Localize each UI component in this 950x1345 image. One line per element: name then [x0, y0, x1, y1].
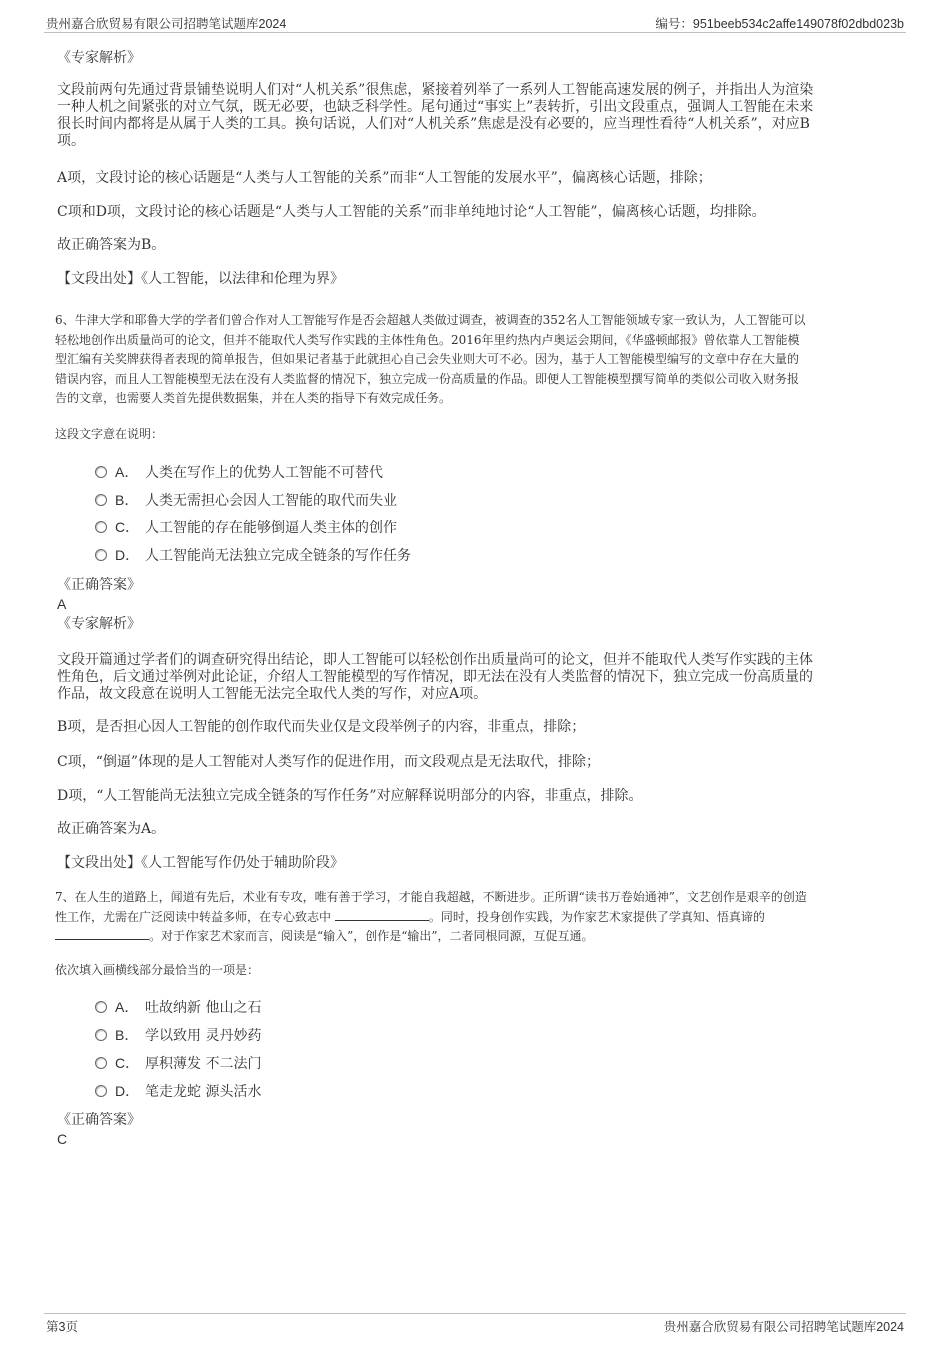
- q6-answer: A: [57, 596, 67, 612]
- radio-button[interactable]: [95, 1057, 107, 1069]
- page-number: 第3页: [46, 1320, 78, 1334]
- header-title: 贵州嘉合欣贸易有限公司招聘笔试题库2024: [46, 17, 287, 31]
- option-letter: D．: [115, 1083, 140, 1099]
- option-letter: B．: [115, 1027, 139, 1043]
- option-letter: A．: [115, 464, 139, 480]
- q5-analysis-line: 一种人机之间紧张的对立气氛，既无必要，也缺乏科学性。尾句通过“事实上”表转折，引出文段重点，强调人工智能在未来: [57, 99, 814, 115]
- q7-passage-line: [55, 927, 895, 947]
- radio-button[interactable]: [95, 1085, 107, 1097]
- option-letter: B．: [115, 492, 139, 508]
- q6-option-a[interactable]: [95, 463, 383, 482]
- q6-passage-line: 错误内容，而且人工智能模型无法在没有人类监督的情况下，独立完成一份高质量的作品。即便人工智能模型撰写简单的类似公司收入财务报: [55, 371, 800, 386]
- option-text: 厚积薄发 不二法门: [145, 1056, 262, 1072]
- q5-conclusion: 故正确答案为B。: [57, 237, 166, 253]
- q7-option-a[interactable]: [95, 998, 261, 1017]
- q6-point-c: C项，“倒逼”体现的是人工智能对人类写作的促进作用，而文段观点是无法取代，排除；: [57, 754, 601, 770]
- option-text: 学以致用 灵丹妙药: [145, 1028, 262, 1044]
- q6-passage-line: 6、牛津大学和耶鲁大学的学者们曾合作对人工智能写作是否会超越人类做过调查，被调查的352名人工智能领域专家一致认为，人工智能可以: [55, 313, 806, 327]
- q5-analysis-line: 文段前两句先通过背景铺垫说明人们对“人机关系”很焦虑，紧接着列举了一系列人工智能高速发展的例子，并指出人为渲染: [57, 82, 814, 98]
- radio-button[interactable]: [95, 549, 107, 561]
- q6-option-b[interactable]: [95, 491, 397, 510]
- q7-text: 。同时，投身创作实践，为作家艺术家提供了学真知、悟真谛的: [428, 909, 765, 924]
- fill-blank: [55, 927, 149, 940]
- radio-button[interactable]: [95, 521, 107, 533]
- q6-question: 这段文字意在说明：: [55, 427, 164, 441]
- q7-passage-line: [55, 908, 895, 928]
- header-serial: 编号：951beeb534c2affe149078f02dbd023b: [655, 17, 904, 31]
- q7-text: 性工作，尤需在广泛阅读中转益多师，在专心致志中: [55, 909, 332, 924]
- page-header: [44, 14, 906, 33]
- option-letter: C．: [115, 519, 140, 535]
- option-letter: A．: [115, 999, 139, 1015]
- q7-text: 。对于作家艺术家而言，阅读是“输入”，创作是“输出”，二者同根同源，互促互通。: [149, 929, 594, 943]
- q7-passage-line: 7、在人生的道路上，闻道有先后，术业有专攻，唯有善于学习，才能自我超越，不断进步。正所谓“读书万卷始通神”，文艺创作是艰辛的创造: [55, 890, 807, 904]
- fill-blank: [335, 908, 429, 921]
- q6-point-d: D项，“人工智能尚无法独立完成全链条的写作任务”对应解释说明部分的内容，非重点，排除。: [57, 788, 643, 804]
- option-text: 吐故纳新 他山之石: [145, 1000, 262, 1016]
- option-text: 人工智能尚无法独立完成全链条的写作任务: [145, 548, 411, 564]
- q7-option-b[interactable]: [95, 1026, 261, 1045]
- q7-option-c[interactable]: [95, 1054, 261, 1073]
- option-letter: D．: [115, 547, 140, 563]
- q7-answer-title: 《正确答案》: [57, 1112, 141, 1128]
- q6-conclusion: 故正确答案为A。: [57, 821, 166, 837]
- page-footer: [44, 1313, 906, 1334]
- q6-passage-line: 轻松地创作出质量尚可的论文，但并不能取代人类写作实践的主体性角色。2016年里约热内卢奥运会期间，《华盛顿邮报》曾依靠人工智能模: [55, 332, 800, 347]
- q6-passage-line: 告的文章，也需要人类首先提供数据集，并在人类的指导下有效完成任务。: [55, 391, 452, 405]
- radio-button[interactable]: [95, 1029, 107, 1041]
- q5-analysis-title: 《专家解析》: [57, 50, 141, 66]
- option-letter: C．: [115, 1055, 140, 1071]
- q6-analysis-line: 文段开篇通过学者们的调查研究得出结论，即人工智能可以轻松创作出质量尚可的论文，但并不能取代人类写作实践的主体: [57, 652, 813, 668]
- option-text: 人工智能的存在能够倒逼人类主体的创作: [145, 520, 397, 536]
- q5-point-a: A项，文段讨论的核心话题是“人类与人工智能的关系”而非“人工智能的发展水平”，偏离核心话题，排除；: [57, 170, 712, 186]
- q6-option-c[interactable]: [95, 518, 397, 537]
- q7-answer: C: [57, 1131, 68, 1147]
- radio-button[interactable]: [95, 494, 107, 506]
- radio-button[interactable]: [95, 466, 107, 478]
- q7-question: 依次填入画横线部分最恰当的一项是：: [55, 963, 260, 977]
- q5-analysis-line: 很长时间内都将是从属于人类的工具。换句话说，人们对“人机关系”焦虑是没有必要的，应当理性看待“人机关系”，对应B: [57, 116, 810, 132]
- q5-source: 【文段出处】《人工智能，以法律和伦理为界》: [57, 271, 344, 287]
- q7-option-d[interactable]: [95, 1082, 261, 1101]
- q6-source: 【文段出处】《人工智能写作仍处于辅助阶段》: [57, 855, 344, 871]
- q6-option-d[interactable]: [95, 546, 411, 565]
- q5-analysis-line: 项。: [57, 133, 85, 149]
- q6-analysis-title: 《专家解析》: [57, 616, 141, 632]
- option-text: 笔走龙蛇 源头活水: [145, 1084, 262, 1100]
- q6-analysis-line: 作品，故文段意在说明人工智能无法完全取代人类的写作，对应A项。: [57, 686, 488, 702]
- option-text: 人类在写作上的优势人工智能不可替代: [145, 465, 383, 481]
- q6-passage-line: 型汇编有关奖牌获得者表现的简单报告，但如果记者基于此就担心自己会失业则大可不必。因为，基于人工智能模型编写的文章中存在大量的: [55, 352, 800, 366]
- radio-button[interactable]: [95, 1001, 107, 1013]
- footer-title: 贵州嘉合欣贸易有限公司招聘笔试题库2024: [663, 1320, 904, 1334]
- q5-point-cd: C项和D项，文段讨论的核心话题是“人类与人工智能的关系”而非单纯地讨论“人工智能”，偏离核心话题，均排除。: [57, 204, 766, 220]
- q6-answer-title: 《正确答案》: [57, 577, 141, 593]
- q6-point-b: B项，是否担心因人工智能的创作取代而失业仅是文段举例子的内容，非重点，排除；: [57, 719, 586, 735]
- option-text: 人类无需担心会因人工智能的取代而失业: [145, 493, 397, 509]
- q6-analysis-line: 性角色，后文通过举例对此论证，介绍人工智能模型的写作情况，即无法在没有人类监督的情况下，独立完成一份高质量的: [57, 669, 813, 685]
